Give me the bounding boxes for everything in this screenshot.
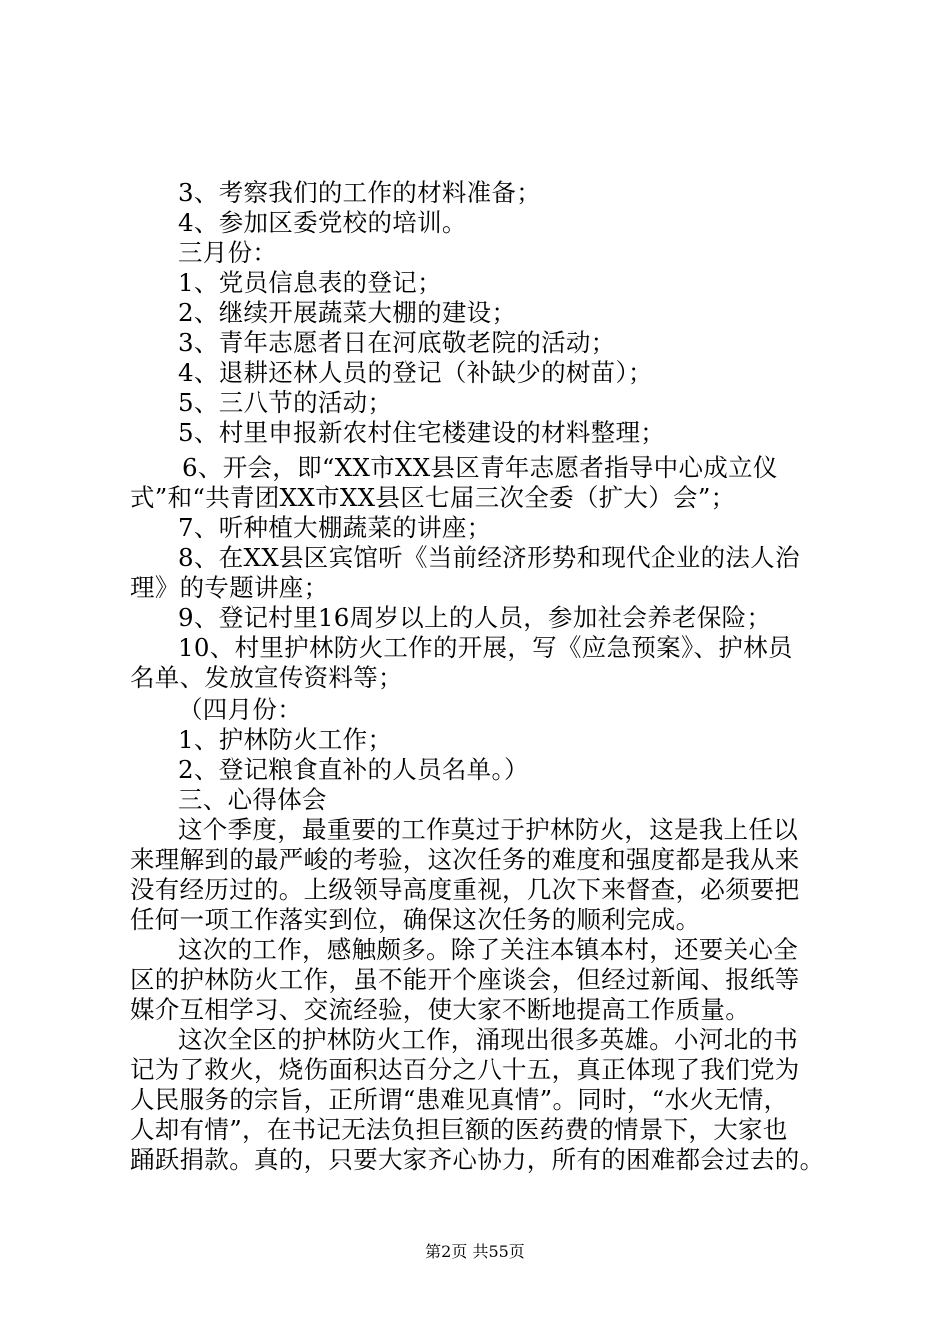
text-line: 2、继续开展蔬菜大棚的建设；: [178, 298, 517, 327]
page-footer: 第2页 共55页: [425, 1242, 525, 1261]
text-line: （四月份：: [178, 695, 302, 724]
text-line: 7、听种植大棚蔬菜的讲座；: [178, 513, 492, 542]
text-line: 任何一项工作落实到位，确保这次任务的顺利完成。: [130, 905, 701, 934]
text-line: 媒介互相学习、交流经验，使大家不断地提高工作质量。: [130, 995, 750, 1024]
text-line: 没有经历过的。上级领导高度重视，几次下来督查，必须要把: [130, 875, 800, 904]
text-line: 理》的专题讲座；: [130, 573, 329, 602]
section-heading: 三、心得体会: [178, 785, 327, 814]
text-line: 1、护林防火工作；: [178, 725, 393, 754]
text-line: 4、退耕还林人员的登记（补缺少的树苗）；: [178, 358, 653, 387]
text-line: 式”和“共青团XX市XX县区七届三次全委（扩大）会”；: [130, 483, 736, 512]
text-line: 人民服务的宗旨，正所谓“患难见真情”。同时，“水火无情，: [130, 1085, 789, 1114]
text-line: 区的护林防火工作，虽不能开个座谈会，但经过新闻、报纸等: [130, 965, 800, 994]
text-line: 1、党员信息表的登记；: [178, 268, 442, 297]
text-line: 人却有情”，在书记无法负担巨额的医药费的情景下，大家也: [130, 1115, 788, 1144]
text-line: 4、参加区委党校的培训。: [178, 208, 467, 237]
text-line: 踊跃捐款。真的，只要大家齐心协力，所有的困难都会过去的。: [130, 1145, 825, 1174]
text-line: 9、登记村里16周岁以上的人员，参加社会养老保险；: [178, 603, 772, 632]
text-line: 2、登记粮食直补的人员名单。）: [178, 755, 529, 784]
text-line: 名单、发放宣传资料等；: [130, 663, 403, 692]
text-line: 三月份：: [178, 238, 278, 267]
text-line: 这次的工作，感触颇多。除了关注本镇本村，还要关心全: [178, 935, 798, 964]
text-line: 来理解到的最严峻的考验，这次任务的难度和强度都是我从来: [130, 845, 800, 874]
text-line: 6、开会，即“XX市XX县区青年志愿者指导中心成立仪: [182, 453, 778, 482]
text-line: 记为了救火，烧伤面积达百分之八十五，真正体现了我们党为: [130, 1055, 800, 1084]
text-line: 8、在XX县区宾馆听《当前经济形势和现代企业的法人治: [178, 543, 800, 572]
text-line: 3、青年志愿者日在河底敬老院的活动；: [178, 328, 616, 357]
text-line: 3、考察我们的工作的材料准备；: [178, 178, 542, 207]
text-line: 5、村里申报新农村住宅楼建设的材料整理；: [178, 418, 666, 447]
text-line: 5、三八节的活动；: [178, 388, 393, 417]
text-line: 这次全区的护林防火工作，涌现出很多英雄。小河北的书: [178, 1025, 798, 1054]
text-line: 10、村里护林防火工作的开展，写《应急预案》、护林员: [178, 633, 793, 662]
text-line: 这个季度，最重要的工作莫过于护林防火，这是我上任以: [178, 815, 798, 844]
